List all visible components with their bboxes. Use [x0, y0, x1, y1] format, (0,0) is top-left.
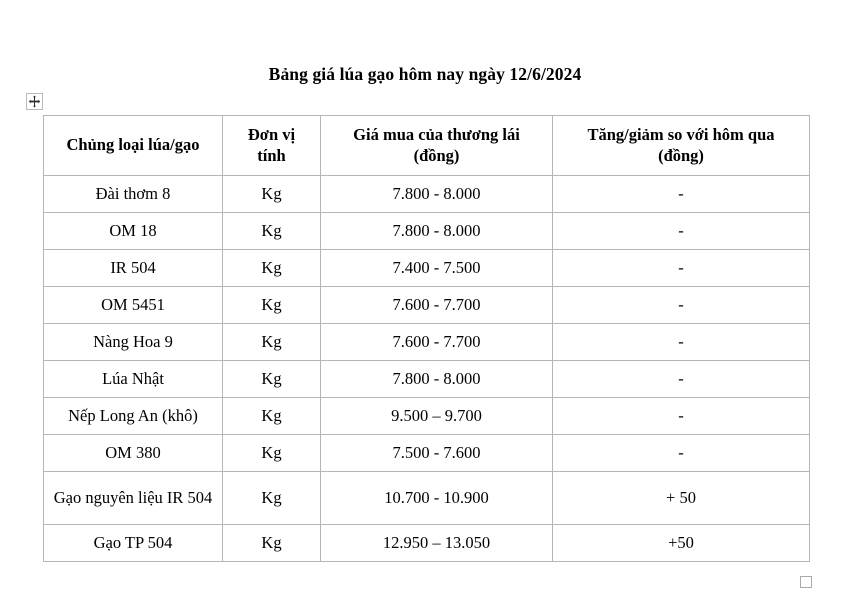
table-move-handle[interactable] — [26, 93, 43, 110]
cell-type: Nàng Hoa 9 — [44, 324, 223, 361]
price-table-container — [43, 115, 809, 562]
cell-type: Gạo nguyên liệu IR 504 — [44, 472, 223, 525]
cell-price: 10.700 - 10.900 — [321, 472, 553, 525]
column-header-price-line2: (đồng) — [413, 145, 460, 165]
cell-price: 9.500 – 9.700 — [321, 398, 553, 435]
column-header-price — [321, 116, 553, 176]
table-body — [44, 176, 810, 562]
cell-change: - — [553, 435, 810, 472]
cell-unit: Kg — [223, 435, 321, 472]
cell-unit: Kg — [223, 472, 321, 525]
cell-unit: Kg — [223, 398, 321, 435]
cell-price: 12.950 – 13.050 — [321, 525, 553, 562]
table-header-row — [44, 116, 810, 176]
table-row — [44, 213, 810, 250]
cell-change: + 50 — [553, 472, 810, 525]
column-header-unit-line2: tính — [257, 145, 286, 165]
cell-change: - — [553, 287, 810, 324]
table-row — [44, 472, 810, 525]
cell-change: - — [553, 176, 810, 213]
cell-type: Nếp Long An (khô) — [44, 398, 223, 435]
cell-price: 7.600 - 7.700 — [321, 324, 553, 361]
rice-price-table — [43, 115, 810, 562]
column-header-type-label: Chủng loại lúa/gạo — [66, 135, 200, 155]
table-resize-handle[interactable] — [800, 576, 812, 588]
cell-unit: Kg — [223, 324, 321, 361]
cell-price: 7.800 - 8.000 — [321, 176, 553, 213]
cell-change: - — [553, 361, 810, 398]
cell-unit: Kg — [223, 287, 321, 324]
cell-change: - — [553, 324, 810, 361]
page-title: Bảng giá lúa gạo hôm nay ngày 12/6/2024 — [268, 64, 582, 84]
cell-unit: Kg — [223, 525, 321, 562]
column-header-change — [553, 116, 810, 176]
table-row — [44, 435, 810, 472]
table-header — [44, 116, 810, 176]
cell-type: Lúa Nhật — [44, 361, 223, 398]
cell-change: - — [553, 250, 810, 287]
column-header-change-line2: (đồng) — [658, 145, 704, 165]
column-header-price-line1: Giá mua của thương lái — [353, 125, 520, 145]
cell-type: OM 380 — [44, 435, 223, 472]
cell-unit: Kg — [223, 176, 321, 213]
cell-price: 7.600 - 7.700 — [321, 287, 553, 324]
table-row — [44, 398, 810, 435]
cell-price: 7.400 - 7.500 — [321, 250, 553, 287]
cell-type: IR 504 — [44, 250, 223, 287]
cell-unit: Kg — [223, 213, 321, 250]
cell-unit: Kg — [223, 250, 321, 287]
cell-price: 7.800 - 8.000 — [321, 361, 553, 398]
column-header-type — [44, 116, 223, 176]
move-cross-icon — [27, 94, 42, 109]
cell-type: Đài thơm 8 — [44, 176, 223, 213]
table-row — [44, 361, 810, 398]
table-row — [44, 250, 810, 287]
cell-price: 7.500 - 7.600 — [321, 435, 553, 472]
cell-type: OM 5451 — [44, 287, 223, 324]
table-row — [44, 287, 810, 324]
cell-type: Gạo TP 504 — [44, 525, 223, 562]
cell-unit: Kg — [223, 361, 321, 398]
table-row — [44, 324, 810, 361]
cell-price: 7.800 - 8.000 — [321, 213, 553, 250]
cell-type: OM 18 — [44, 213, 223, 250]
cell-change: - — [553, 213, 810, 250]
cell-change: - — [553, 398, 810, 435]
column-header-unit — [223, 116, 321, 176]
column-header-change-line1: Tăng/giảm so với hôm qua — [587, 125, 775, 145]
column-header-unit-line1: Đơn vị — [247, 125, 296, 145]
table-row — [44, 176, 810, 213]
table-row — [44, 525, 810, 562]
cell-change: +50 — [553, 525, 810, 562]
